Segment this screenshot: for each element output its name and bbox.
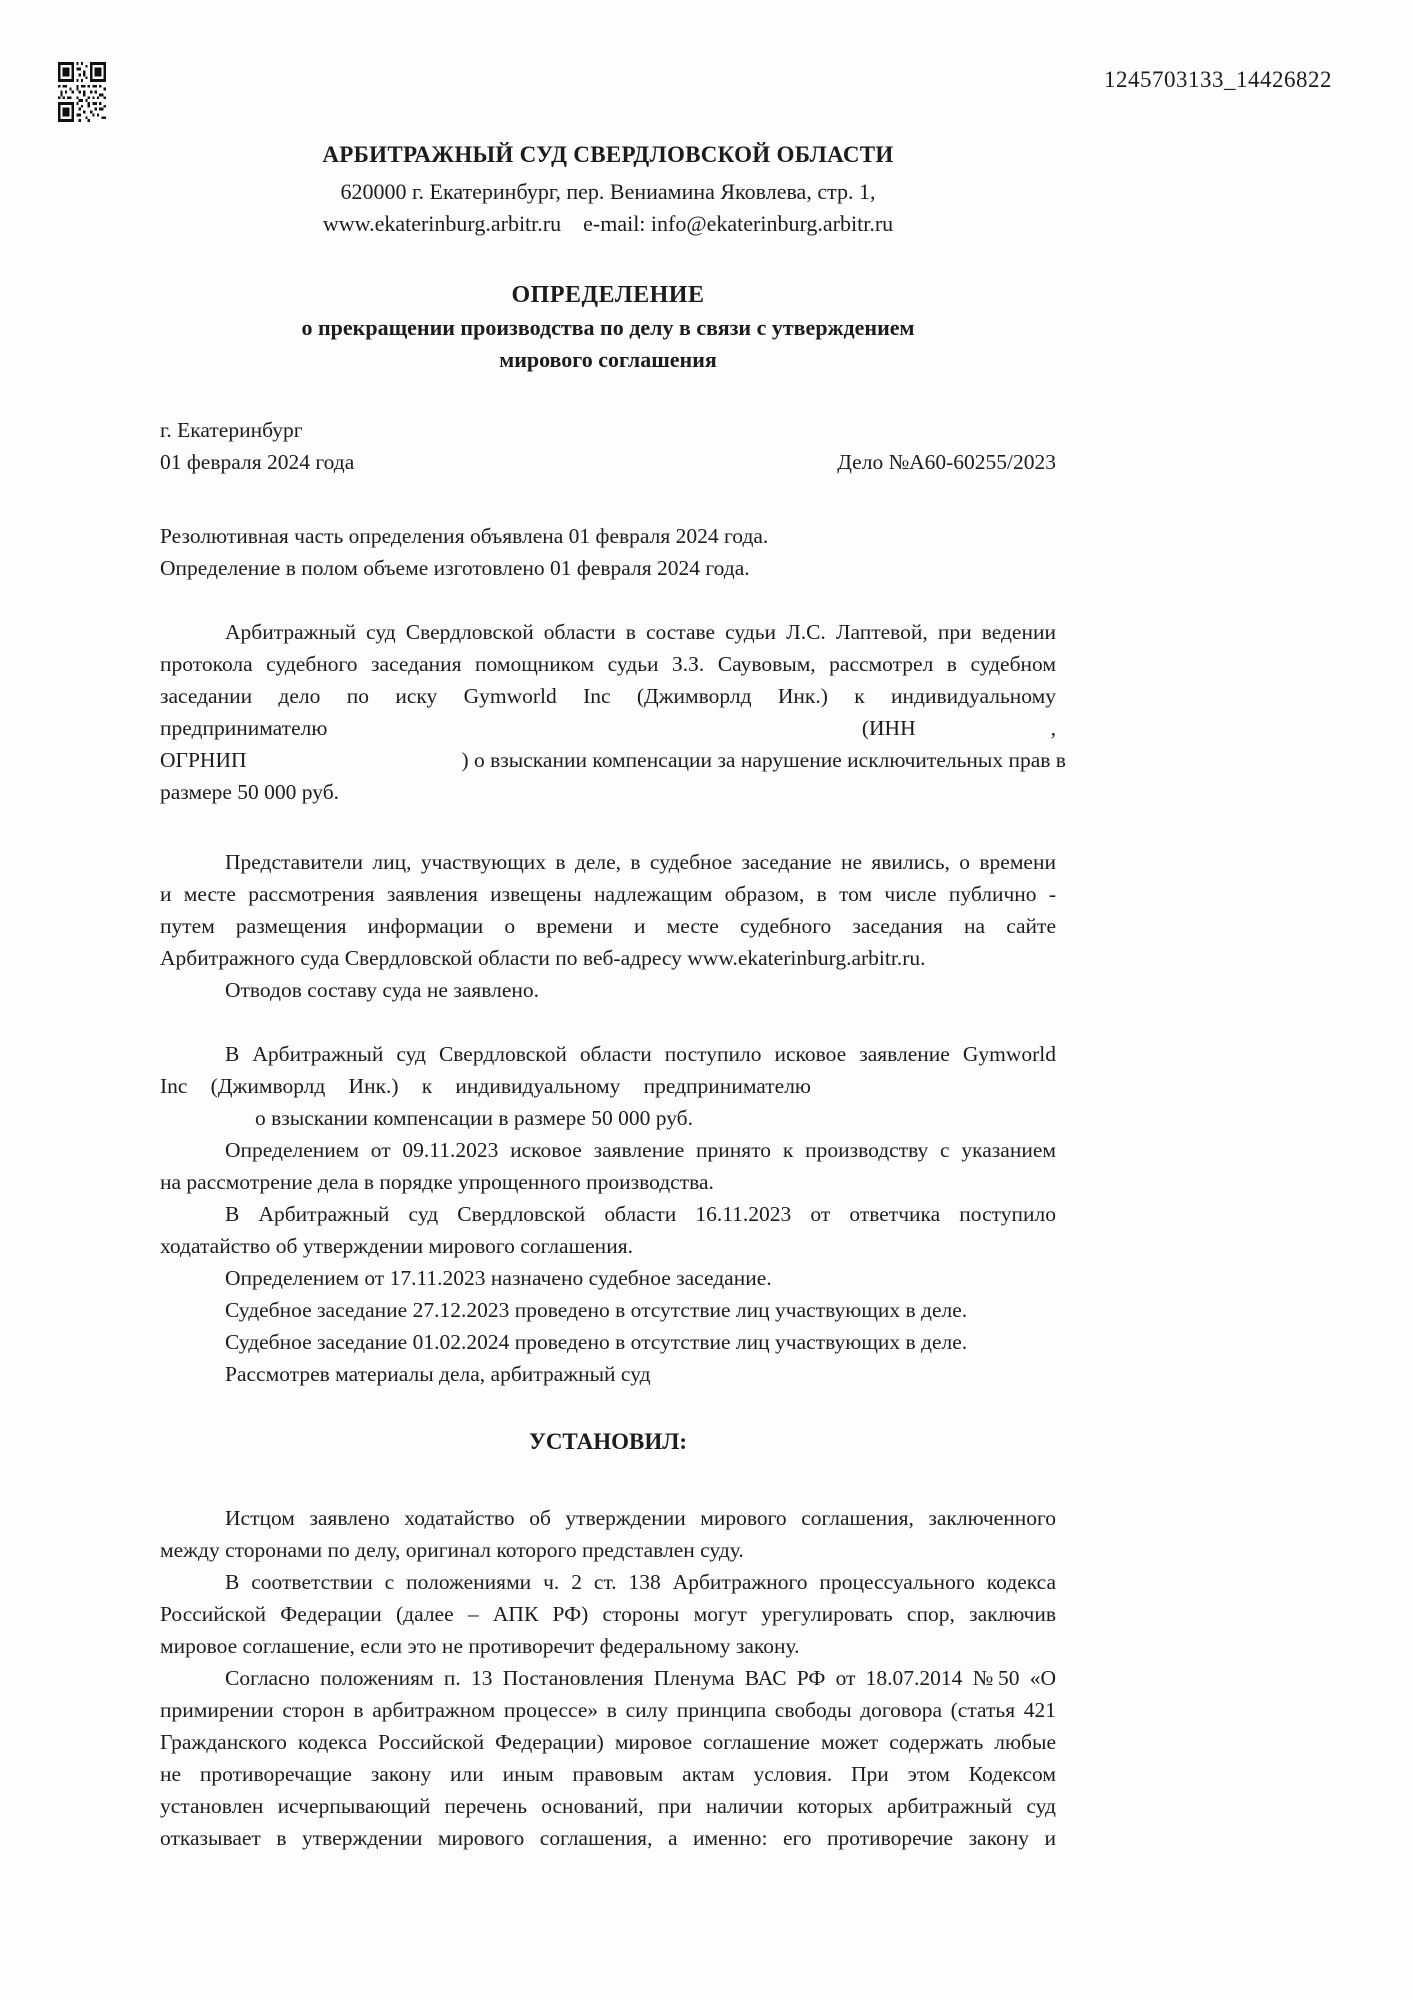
text-line <box>160 712 1056 744</box>
paragraph-settlement-motion <box>160 1502 1056 1566</box>
text-line <box>160 744 1066 776</box>
text-line: мировое соглашение, если это не противоречит федеральному закону. <box>160 1634 800 1658</box>
text-segment: ОГРНИП <box>160 748 247 772</box>
text-line: Российской Федерации (далее – АПК РФ) стороны могут урегулировать спор, заключив <box>160 1602 1056 1626</box>
text-line: Отводов составу суда не заявлено. <box>225 978 540 1002</box>
document-body <box>160 0 1066 1854</box>
date-case-row <box>160 446 1056 478</box>
text-line: Определением от 09.11.2023 исковое заявление принято к производству с указанием <box>225 1138 1056 1162</box>
text-segment: предпринимателю <box>160 716 328 740</box>
text-line: о взыскании компенсации в размере 50 000 руб. <box>255 1106 693 1130</box>
text-line: В Арбитражный суд Свердловской области поступило исковое заявление Gymworld <box>225 1042 1056 1066</box>
text-line: Рассмотрев материалы дела, арбитражный суд <box>225 1362 651 1386</box>
paragraph-hearing-01-02 <box>160 1326 1056 1358</box>
paragraph-ruling-09-11 <box>160 1134 1056 1198</box>
text-line: установлен исчерпывающий перечень оснований, при наличии которых арбитражный суд <box>160 1794 1056 1818</box>
text-line: заседании дело по иску Gymworld Inc (Джимворлд Инк.) к индивидуальному <box>160 684 1056 708</box>
paragraph-representatives <box>160 846 1056 974</box>
text-line <box>160 1070 1056 1102</box>
text-line: размере 50 000 руб. <box>160 780 340 804</box>
text-line: В соответствии с положениями ч. 2 ст. 138 Арбитражного процессуального кодекса <box>225 1570 1056 1594</box>
text-line: отказывает в утверждении мирового соглашения, а именно: его противоречие закону и <box>160 1826 1056 1850</box>
text-line: Судебное заседание 27.12.2023 проведено в отсутствие лиц участвующих в деле. <box>225 1298 968 1322</box>
document-subtitle-line2: мирового соглашения <box>499 347 717 372</box>
court-address: 620000 г. Екатеринбург, пер. Вениамина Яковлева, стр. 1, <box>340 179 876 204</box>
text-line: Согласно положениям п. 13 Постановления Пленума ВАС РФ от 18.07.2014 №50 «О <box>225 1666 1056 1690</box>
text-line: не противоречащие закону или иным правовым актам условия. При этом Кодексом <box>160 1762 1056 1786</box>
heading-established: УСТАНОВИЛ: <box>528 1429 688 1454</box>
paragraph-plenum-50 <box>160 1662 1056 1854</box>
city-label: г. Екатеринбург <box>160 418 303 442</box>
text-segment: Inc (Джимворлд Инк.) к индивидуальному предпринимателю <box>160 1074 811 1098</box>
document-id-number: 1245703133_14426822 <box>1104 67 1332 92</box>
text-segment: (ИНН <box>861 716 916 740</box>
paragraph-ruling-17-11 <box>160 1262 1056 1294</box>
text-line: путем размещения информации о времени и месте судебного заседания на сайте <box>160 914 1056 938</box>
document-subtitle-line1: о прекращении производства по делу в связи с утверждением <box>301 315 915 340</box>
decision-date: 01 февраля 2024 года <box>160 450 355 474</box>
text-segment: ) о взыскании компенсации за нарушение исключительных прав в <box>461 748 1066 772</box>
text-line: протокола судебного заседания помощником судьи З.З. Саувовым, рассмотрел в судебном <box>160 652 1056 676</box>
text-line: Арбитражный суд Свердловской области в составе судьи Л.С. Лаптевой, при ведении <box>225 620 1056 644</box>
paragraph-considered <box>160 1358 1056 1390</box>
text-line: и месте рассмотрения заявления извещены надлежащим образом, в том числе публично - <box>160 882 1056 906</box>
paragraph-no-recusals <box>160 974 1056 1006</box>
paragraph-claim-received <box>160 1038 1056 1134</box>
text-line: Определением от 17.11.2023 назначено судебное заседание. <box>225 1266 772 1290</box>
text-line: ходатайство об утверждении мирового соглашения. <box>160 1234 633 1258</box>
case-number: Дело №А60-60255/2023 <box>837 450 1056 474</box>
court-email: e-mail: info@ekaterinburg.arbitr.ru <box>583 211 894 236</box>
text-line: Истцом заявлено ходатайство об утверждении мирового соглашения, заключенного <box>225 1506 1056 1530</box>
text-line: Гражданского кодекса Российской Федерации) мировое соглашение может содержать любые <box>160 1730 1056 1754</box>
text-line: Судебное заседание 01.02.2024 проведено в отсутствие лиц участвующих в деле. <box>225 1330 968 1354</box>
court-website: www.ekaterinburg.arbitr.ru <box>322 211 562 236</box>
paragraph-motion-16-11 <box>160 1198 1056 1262</box>
text-line: примирении сторон в арбитражном процессе» в силу принципа свободы договора (статья 421 <box>160 1698 1056 1722</box>
court-contacts <box>160 208 1056 240</box>
text-line: Арбитражного суда Свердловской области по веб-адресу www.ekaterinburg.arbitr.ru. <box>160 946 926 970</box>
court-name: АРБИТРАЖНЫЙ СУД СВЕРДЛОВСКОЙ ОБЛАСТИ <box>322 142 894 167</box>
text-line: В Арбитражный суд Свердловской области 16.11.2023 от ответчика поступило <box>225 1202 1056 1226</box>
qr-code-icon <box>58 62 106 122</box>
text-line: между сторонами по делу, оригинал которого представлен суду. <box>160 1538 744 1562</box>
text-segment: , <box>1050 716 1056 740</box>
resolutive-part-line: Резолютивная часть определения объявлена 01 февраля 2024 года. <box>160 524 769 548</box>
text-line: на рассмотрение дела в порядке упрощенного производства. <box>160 1170 714 1194</box>
paragraph-hearing-27-12 <box>160 1294 1056 1326</box>
text-line: Представители лиц, участвующих в деле, в судебное заседание не явились, о времени <box>225 850 1056 874</box>
full-volume-line: Определение в полом объеме изготовлено 01 февраля 2024 года. <box>160 556 750 580</box>
paragraph-case-composition <box>160 616 1066 808</box>
document-title: ОПРЕДЕЛЕНИЕ <box>511 282 705 308</box>
paragraph-apk-138 <box>160 1566 1056 1662</box>
